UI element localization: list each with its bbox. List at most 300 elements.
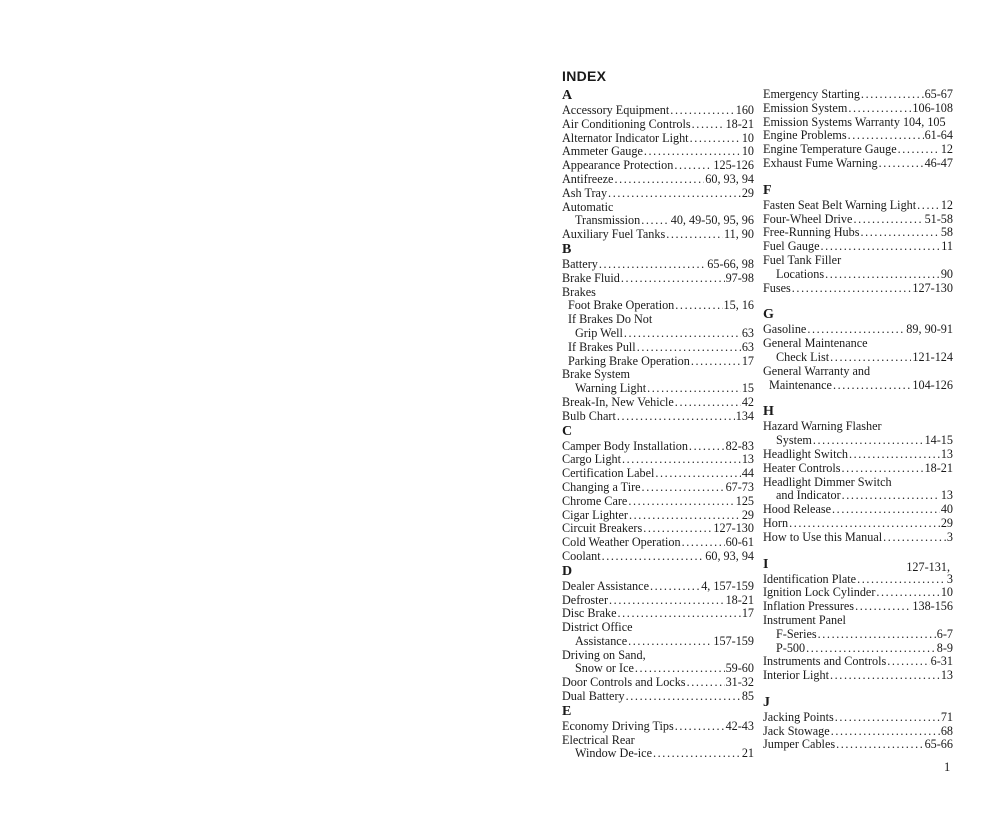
entry-page: 42-43 (725, 718, 754, 733)
index-entry (763, 489, 953, 503)
index-entry (562, 594, 754, 608)
index-entry (763, 517, 953, 531)
index-entry (763, 586, 953, 600)
index-entry (763, 199, 953, 213)
index-entry (562, 286, 754, 300)
dot-leader (641, 214, 669, 228)
dot-leader (807, 323, 905, 337)
index-entry (763, 213, 953, 227)
dot-leader (624, 327, 741, 341)
index-entry (562, 467, 754, 481)
index-section (763, 171, 953, 296)
index-entry (562, 396, 754, 410)
index-entry (562, 509, 754, 523)
index-entry (763, 503, 953, 517)
index-entry (562, 313, 754, 327)
index-entry (562, 132, 754, 146)
entry-label: Battery (562, 256, 598, 271)
entry-label: General Warranty and (763, 363, 871, 378)
entry-label: Engine Problems (763, 128, 847, 143)
index-entry (763, 434, 953, 448)
section-letter: H (763, 404, 774, 420)
entry-page: 85 (741, 689, 754, 704)
entry-page: 18-21 (725, 116, 754, 131)
dot-leader (614, 173, 704, 187)
index-entry (763, 379, 953, 393)
entry-label: Accessory Equipment (562, 103, 670, 117)
entry-label: Emission Systems Warranty 104, 105 (763, 114, 946, 129)
index-entry (763, 448, 953, 462)
index-entry (763, 573, 953, 587)
entry-page: 17 (741, 353, 754, 368)
dot-leader (642, 481, 725, 495)
dot-leader (609, 594, 725, 608)
entry-page: 12 (940, 142, 953, 157)
section-letter (763, 557, 953, 573)
dot-leader (670, 104, 734, 118)
index-section (763, 88, 953, 171)
entry-label: Fuses (763, 280, 791, 295)
entry-label: Foot Brake Operation (568, 298, 675, 313)
index-entry (763, 600, 953, 614)
entry-label: Certification Label (562, 466, 655, 481)
index-entry (562, 607, 754, 621)
entry-label: Defroster (562, 592, 609, 607)
entry-page: 29 (741, 185, 754, 200)
entry-label: Cargo Light (562, 452, 622, 467)
dot-leader (675, 720, 725, 734)
section-letter: C (562, 423, 573, 439)
index-entry (562, 368, 754, 382)
entry-label: Check List (776, 349, 830, 364)
entry-label: Chrome Care (562, 493, 628, 508)
entry-label: Maintenance (769, 377, 832, 392)
entry-label: Changing a Tire (562, 479, 641, 494)
entry-page: 61-64 (924, 128, 953, 143)
dot-leader (675, 396, 741, 410)
entry-page: 11 (941, 239, 953, 254)
entry-label: Parking Brake Operation (568, 353, 690, 368)
entry-label: Hazard Warning Flasher (763, 419, 882, 434)
dot-leader (825, 268, 940, 282)
entry-page: 68 (940, 723, 953, 738)
entry-page: 65-66 (924, 737, 953, 752)
entry-page: 46-47 (924, 155, 953, 170)
entry-page: 11, 90 (723, 227, 754, 242)
entry-page: 6-31 (930, 654, 953, 669)
section-letter: B (562, 241, 572, 257)
dot-leader (830, 351, 911, 365)
entry-page: 3 (946, 529, 953, 544)
index-entry (763, 88, 953, 102)
entry-page: 6-7 (936, 626, 953, 641)
entry-label: Free-Running Hubs (763, 225, 860, 240)
dot-leader (792, 282, 912, 296)
entry-label: District Office (562, 620, 633, 635)
dot-leader (629, 509, 741, 523)
index-entry (763, 226, 953, 240)
index-section (562, 704, 754, 761)
dot-leader (842, 489, 940, 503)
entry-label: Interior Light (763, 668, 829, 683)
entry-label: Automatic (562, 199, 614, 214)
index-entry (562, 299, 754, 313)
section-letter: A (562, 88, 573, 103)
dot-leader (853, 213, 923, 227)
entry-label: Emission System (763, 100, 848, 115)
entry-page: 67-73 (725, 479, 754, 494)
entry-page: 71 (940, 709, 953, 724)
dot-leader (650, 580, 700, 594)
index-entry (763, 116, 953, 130)
index-entry (562, 676, 754, 690)
entry-label: and Indicator (776, 488, 841, 503)
entry-label: Horn (763, 515, 789, 530)
entry-label: Inflation Pressures (763, 599, 855, 614)
index-entry (562, 201, 754, 215)
index-entry (763, 323, 953, 337)
dot-leader (857, 573, 946, 587)
entry-label: Brake Fluid (562, 270, 620, 285)
entry-label: General Maintenance (763, 336, 868, 351)
index-entry (562, 382, 754, 396)
entry-page: 160 (735, 103, 754, 117)
entry-page: 31-32 (725, 675, 754, 690)
entry-page: 125-126 (713, 158, 754, 173)
dot-leader (789, 517, 940, 531)
dot-leader (831, 725, 940, 739)
entry-page: 125 (735, 493, 754, 508)
dot-leader (647, 382, 741, 396)
index-entry (763, 628, 953, 642)
index-column-right (763, 88, 953, 752)
dot-leader (628, 495, 734, 509)
entry-page: 10 (741, 130, 754, 145)
dot-leader (689, 440, 725, 454)
dot-leader (848, 129, 924, 143)
dot-leader (617, 410, 735, 424)
entry-label: F-Series (776, 626, 817, 641)
entry-label: Locations (776, 266, 825, 281)
entry-page: 10 (940, 585, 953, 600)
dot-leader (644, 145, 741, 159)
entry-page: 65-66, 98 (707, 256, 754, 271)
entry-page: 29 (741, 507, 754, 522)
index-section (562, 424, 754, 564)
index-entry (763, 725, 953, 739)
entry-page: 40, 49-50, 95, 96 (670, 213, 754, 228)
dot-leader (618, 607, 741, 621)
dot-leader (818, 628, 936, 642)
dot-leader (628, 635, 712, 649)
entry-page: 15, 16 (723, 298, 754, 313)
index-entry (562, 118, 754, 132)
entry-label: Heater Controls (763, 460, 841, 475)
index-section (562, 88, 754, 242)
index-entry (562, 104, 754, 118)
entry-label: Disc Brake (562, 606, 617, 621)
entry-label: If Brakes Do Not (568, 312, 653, 327)
index-entry (763, 351, 953, 365)
index-entry (562, 747, 754, 761)
entry-page: 63 (741, 339, 754, 354)
index-section (763, 392, 953, 544)
index-entry (562, 228, 754, 242)
dot-leader (842, 462, 924, 476)
entry-label: Fasten Seat Belt Warning Light (763, 197, 917, 212)
entry-page: 157-159 (713, 633, 754, 648)
index-entry (763, 531, 953, 545)
entry-page: 51-58 (924, 211, 953, 226)
page-number: 1 (944, 760, 951, 774)
index-entry (562, 327, 754, 341)
entry-page: 106-108 (912, 100, 953, 115)
index-entry (562, 635, 754, 649)
index-entry (562, 258, 754, 272)
entry-label: Window De-ice (575, 746, 653, 761)
index-entry (562, 145, 754, 159)
section-letter: E (562, 703, 572, 719)
dot-leader (879, 157, 924, 171)
entry-label: Appearance Protection (562, 158, 674, 173)
index-entry (763, 655, 953, 669)
index-entry (562, 453, 754, 467)
dot-leader (682, 536, 725, 550)
entry-label: Jacking Points (763, 709, 834, 724)
index-entry (562, 272, 754, 286)
dot-leader (855, 600, 911, 614)
entry-page: 17 (741, 606, 754, 621)
index-entry (562, 662, 754, 676)
entry-label: Bulb Chart (562, 408, 616, 423)
entry-page: 21 (741, 746, 754, 761)
dot-leader (602, 550, 705, 564)
entry-page: 127-130 (713, 521, 754, 536)
entry-page: 82-83 (725, 438, 754, 453)
index-entry (763, 282, 953, 296)
dot-leader (883, 531, 946, 545)
dot-leader (643, 522, 712, 536)
entry-page: 13 (741, 452, 754, 467)
entry-label: Economy Driving Tips (562, 718, 674, 733)
index-entry (562, 410, 754, 424)
dot-leader (666, 228, 723, 242)
dot-leader (637, 341, 741, 355)
index-section (763, 683, 953, 752)
dot-leader (832, 503, 940, 517)
section-letter-text: I (763, 556, 769, 572)
index-section (763, 295, 953, 392)
entry-label: Auxiliary Fuel Tanks (562, 227, 666, 242)
dot-leader (898, 143, 940, 157)
index-entry (763, 420, 953, 434)
entry-label: Door Controls and Locks (562, 675, 686, 690)
index-entry (562, 621, 754, 635)
entry-label: Instruments and Controls (763, 654, 887, 669)
dot-leader (690, 132, 741, 146)
index-entry (562, 522, 754, 536)
section-letter: F (763, 182, 772, 198)
entry-page: 18-21 (924, 460, 953, 475)
index-entry (763, 143, 953, 157)
entry-page: 4, 157-159 (701, 578, 754, 593)
index-entry (562, 734, 754, 748)
entry-label: Antifreeze (562, 171, 614, 186)
entry-label: Ash Tray (562, 185, 608, 200)
entry-page: 14-15 (924, 433, 953, 448)
dot-leader (860, 226, 939, 240)
entry-label: Snow or Ice (575, 661, 634, 676)
index-entry (763, 254, 953, 268)
index-entry (763, 157, 953, 171)
entry-page: 42 (741, 394, 754, 409)
entry-label: Headlight Dimmer Switch (763, 474, 892, 489)
index-section (763, 545, 953, 683)
entry-page: 65-67 (924, 87, 953, 101)
entry-label: Emergency Starting (763, 87, 860, 101)
entry-label: Air Conditioning Controls (562, 116, 691, 131)
dot-leader (675, 299, 722, 313)
dot-leader (692, 118, 725, 132)
entry-label: Instrument Panel (763, 612, 846, 627)
entry-page: 44 (741, 466, 754, 481)
dot-leader (622, 453, 741, 467)
entry-label: Fuel Gauge (763, 239, 820, 254)
entry-page: 15 (741, 381, 754, 396)
entry-page: 12 (940, 197, 953, 212)
page-ref-continuation: 127-131, (906, 559, 950, 574)
dot-leader (599, 258, 706, 272)
index-column-left (562, 88, 754, 761)
index-entry (763, 462, 953, 476)
entry-label: Fuel Tank Filler (763, 252, 842, 267)
entry-label: Jack Stowage (763, 723, 830, 738)
index-entry (763, 337, 953, 351)
dot-leader (917, 199, 940, 213)
index-entry (562, 173, 754, 187)
dot-leader (887, 655, 929, 669)
index-entry (562, 159, 754, 173)
index-entry (763, 738, 953, 752)
dot-leader (626, 690, 741, 704)
dot-leader (806, 642, 936, 656)
dot-leader (876, 586, 939, 600)
dot-leader (621, 272, 725, 286)
entry-label: Electrical Rear (562, 732, 635, 747)
entry-label: Cold Weather Operation (562, 535, 681, 550)
index-entry (562, 481, 754, 495)
entry-label: Camper Body Installation (562, 438, 688, 453)
entry-label: Break-In, New Vehicle (562, 394, 674, 409)
entry-page: 59-60 (725, 661, 754, 676)
dot-leader (830, 669, 940, 683)
entry-page: 3 (946, 571, 953, 586)
entry-label: Cigar Lighter (562, 507, 628, 522)
entry-page: 60-61 (725, 535, 754, 550)
entry-page: 13 (940, 446, 953, 461)
index-entry (763, 614, 953, 628)
dot-leader (849, 448, 940, 462)
entry-label: Identification Plate (763, 571, 857, 586)
index-entry (763, 476, 953, 490)
dot-leader (687, 676, 725, 690)
entry-label: Ignition Lock Cylinder (763, 585, 876, 600)
entry-label: Driving on Sand, (562, 647, 646, 662)
entry-label: Circuit Breakers (562, 521, 643, 536)
entry-page: 18-21 (725, 592, 754, 607)
entry-label: Coolant (562, 548, 601, 563)
dot-leader (833, 379, 911, 393)
entry-label: Grip Well (575, 325, 623, 340)
entry-label: If Brakes Pull (568, 339, 636, 354)
entry-page: 8-9 (936, 640, 953, 655)
entry-label: Warning Light (575, 381, 647, 396)
entry-label: Brake System (562, 367, 631, 382)
entry-label: Exhaust Fume Warning (763, 155, 878, 170)
index-entry (763, 102, 953, 116)
entry-page: 29 (940, 515, 953, 530)
dot-leader (848, 102, 911, 116)
index-entry (562, 649, 754, 663)
section-letter: D (562, 563, 573, 579)
entry-page: 90 (940, 266, 953, 281)
entry-page: 104-126 (912, 377, 953, 392)
dot-leader (653, 747, 741, 761)
entry-label: Dealer Assistance (562, 578, 649, 593)
index-entry (562, 355, 754, 369)
section-letter: J (763, 694, 770, 710)
dot-leader (821, 240, 941, 254)
entry-label: Dual Battery (562, 689, 625, 704)
entry-label: Jumper Cables (763, 737, 836, 752)
dot-leader (861, 88, 924, 102)
index-entry (763, 642, 953, 656)
entry-label: P-500 (776, 640, 806, 655)
index-section (562, 242, 754, 424)
entry-label: Transmission (575, 213, 641, 228)
entry-page: 10 (741, 144, 754, 159)
entry-label: Ammeter Gauge (562, 144, 643, 159)
dot-leader (691, 355, 741, 369)
index-entry (562, 580, 754, 594)
index-entry (763, 240, 953, 254)
dot-leader (835, 711, 940, 725)
entry-page: 60, 93, 94 (705, 548, 754, 563)
entry-label: Alternator Indicator Light (562, 130, 689, 145)
entry-label: Hood Release (763, 502, 832, 517)
index-entry (763, 365, 953, 379)
entry-label: Four-Wheel Drive (763, 211, 853, 226)
dot-leader (813, 434, 924, 448)
entry-label: Headlight Switch (763, 446, 848, 461)
entry-page: 127-130 (912, 280, 953, 295)
dot-leader (655, 467, 740, 481)
dot-leader (674, 159, 712, 173)
entry-page: 97-98 (725, 270, 754, 285)
entry-page: 40 (940, 502, 953, 517)
index-entry (562, 341, 754, 355)
entry-label: Engine Temperature Gauge (763, 142, 897, 157)
index-entry (562, 720, 754, 734)
entry-page: 138-156 (912, 599, 953, 614)
index-entry (562, 536, 754, 550)
dot-leader (836, 738, 923, 752)
index-entry (562, 690, 754, 704)
entry-label: System (776, 433, 812, 448)
index-entry (562, 495, 754, 509)
entry-page: 13 (940, 488, 953, 503)
entry-page: 13 (940, 668, 953, 683)
